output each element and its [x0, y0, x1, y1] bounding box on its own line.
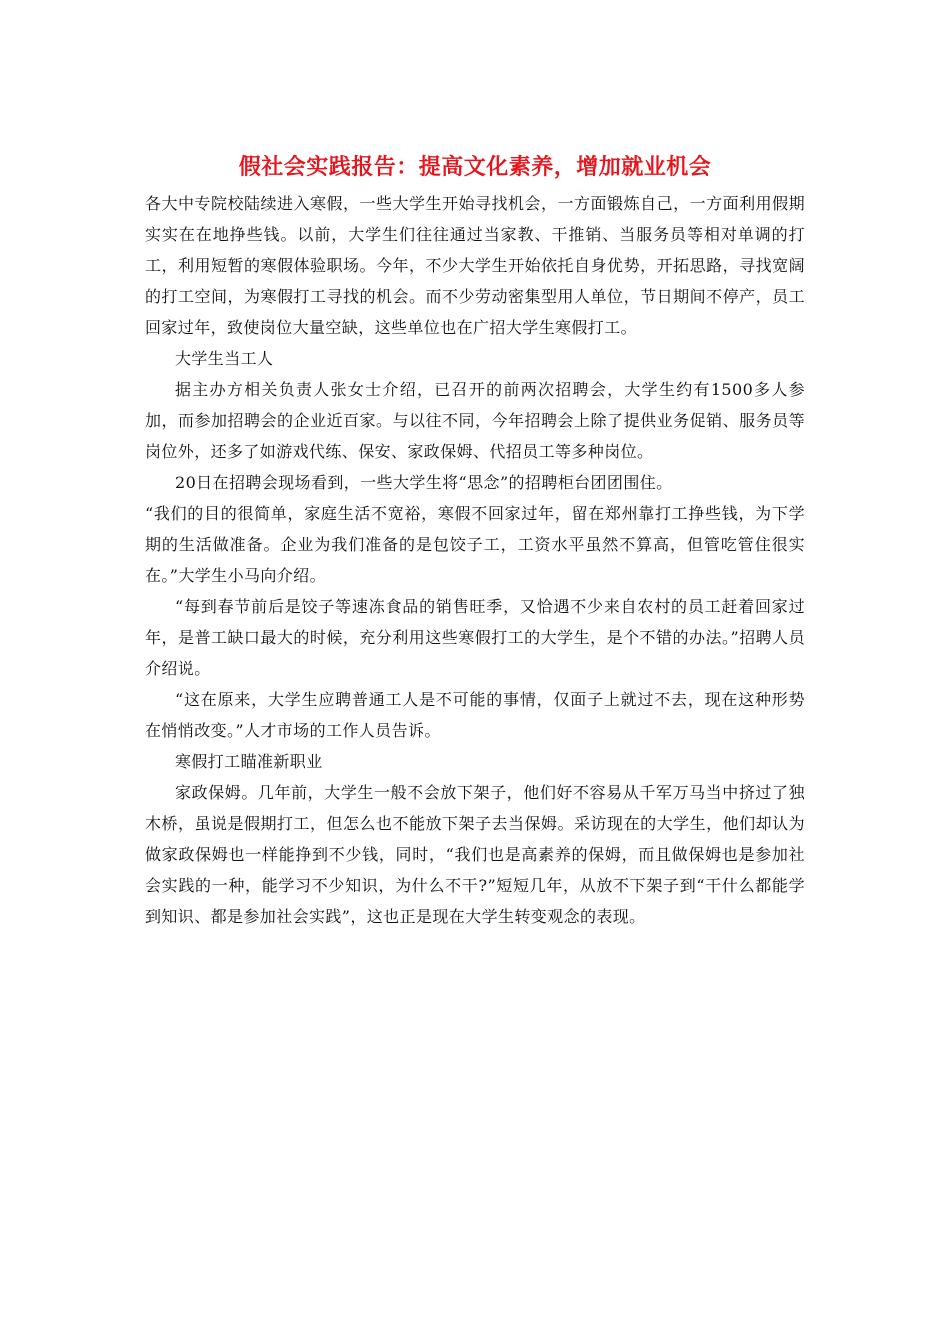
body-paragraph: 20日在招聘会现场看到，一些大学生将“思念”的招聘柜台团团围住。: [175, 473, 673, 492]
intro-paragraph: 各大中专院校陆续进入寒假，一些大学生开始寻找机会，一方面锻炼自己，一方面利用假期实实在在地挣些钱。以前，大学生们往往通过当家教、干推销、当服务员等相对单调的打工，利用短暂的寒假体验职场。今年，不少大学生开始依托自身优势，开拓思路，寻找宽阔的打工空间，为寒假打工寻找的机会。而不少劳动密集型用人单位，节日期间不停产，员工回家过年，致使岗位大量空缺，这些单位也在广招大学生寒假打工。: [145, 194, 805, 337]
body-paragraph: 家政保姆。几年前，大学生一般不会放下架子，他们好不容易从千军万马当中挤过了独木桥，虽说是假期打工，但怎么也不能放下架子去当保姆。采访现在的大学生，他们却认为做家政保姆也一样能挣到不少钱，同时，“我们也是高素养的保姆，而且做保姆也是参加社会实践的一种，能学习不少知识，为什么不干?”短短几年，从放不下架子到“干什么都能学到知识、都是参加社会实践”，这也正是现在大学生转变观念的表现。: [145, 783, 805, 926]
document-title: 假社会实践报告：提高文化素养，增加就业机会: [238, 154, 712, 180]
section-heading-workers: 大学生当工人: [175, 349, 274, 368]
body-paragraph: 据主办方相关负责人张女士介绍，已召开的前两次招聘会，大学生约有1500多人参加，而参加招聘会的企业近百家。与以往不同，今年招聘会上除了提供业务促销、服务员等岗位外，还多了如游戏代练、保安、家政保姆、代招员工等多种岗位。: [145, 380, 805, 461]
quote-paragraph: “这在原来，大学生应聘普通工人是不可能的事情，仅面子上就过不去，现在这种形势在悄悄改变。”人才市场的工作人员告诉。: [145, 690, 805, 740]
quote-paragraph: “我们的目的很简单，家庭生活不宽裕，寒假不回家过年，留在郑州靠打工挣些钱，为下学期的生活做准备。企业为我们准备的是包饺子工，工资水平虽然不算高，但管吃管住很实在。”大学生小马向介绍。: [145, 504, 805, 585]
quote-paragraph: “每到春节前后是饺子等速冻食品的销售旺季，又恰遇不少来自农村的员工赶着回家过年，是普工缺口最大的时候，充分利用这些寒假打工的大学生，是个不错的办法。”招聘人员介绍说。: [145, 597, 805, 678]
document-page: [145, 150, 805, 932]
section-heading-new-jobs: 寒假打工瞄准新职业: [175, 752, 323, 771]
